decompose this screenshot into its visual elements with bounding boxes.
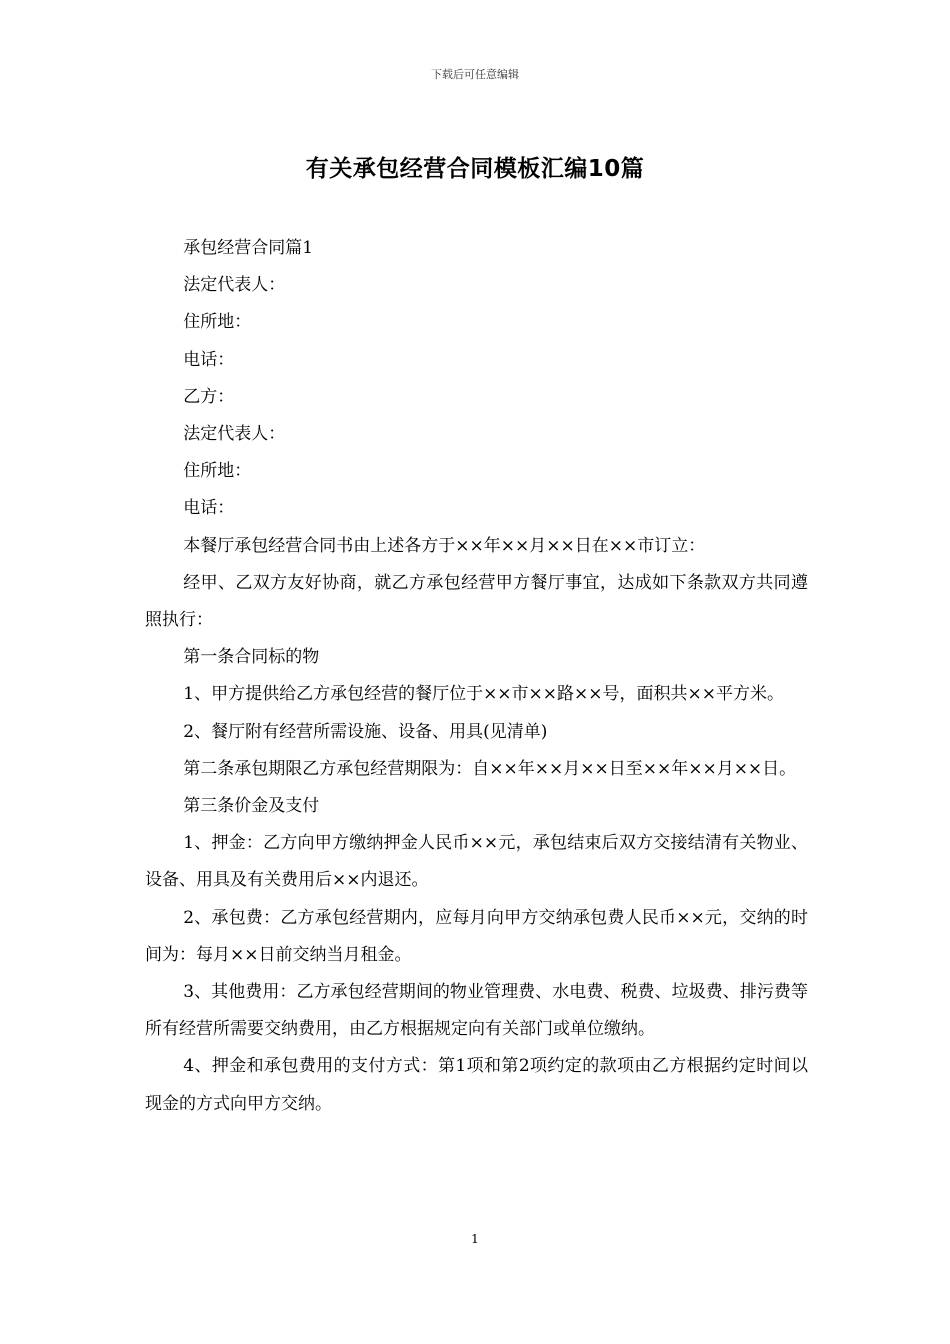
paragraph: 1、甲方提供给乙方承包经营的餐厅位于××市××路××号，面积共××平方米。: [183, 684, 785, 705]
paragraph: 本餐厅承包经营合同书由上述各方于××年××月××日在××市订立：: [183, 535, 706, 556]
article-heading: 第三条价金及支付: [183, 796, 320, 817]
party-field-phone: 电话：: [183, 349, 235, 370]
party-field-representative: 法定代表人：: [183, 275, 286, 296]
party-field-party-b: 乙方：: [183, 386, 235, 407]
party-field-address: 住所地：: [183, 461, 252, 482]
header-note: 下载后可任意编辑: [431, 68, 519, 81]
paragraph: 第二条承包期限乙方承包经营期限为：自××年××月××日至××年××月××日。: [183, 758, 797, 779]
article-heading: 第一条合同标的物: [183, 647, 320, 668]
paragraph: 2、餐厅附有经营所需设施、设备、用具(见清单): [183, 721, 548, 742]
document-title: 有关承包经营合同模板汇编10篇: [305, 156, 645, 182]
paragraph: 1、押金：乙方向甲方缴纳押金人民币××元，承包结束后双方交接结清有关物业、设备、用具及有关费用后××内退还。: [145, 833, 808, 891]
page-number: 1: [471, 1232, 479, 1246]
document-body: [145, 230, 808, 1123]
paragraph: 2、承包费：乙方承包经营期内，应每月向甲方交纳承包费人民币××元，交纳的时间为：每月××日前交纳当月租金。: [145, 907, 808, 965]
paragraph: 3、其他费用：乙方承包经营期间的物业管理费、水电费、税费、垃圾费、排污费等所有经营所需要交纳费用，由乙方根据规定向有关部门或单位缴纳。: [145, 982, 808, 1040]
section-heading: 承包经营合同篇1: [183, 238, 314, 258]
party-field-phone: 电话：: [183, 498, 235, 519]
party-field-address: 住所地：: [183, 312, 252, 333]
party-field-representative: 法定代表人：: [183, 424, 286, 445]
paragraph: 经甲、乙双方友好协商，就乙方承包经营甲方餐厅事宜，达成如下条款双方共同遵照执行：: [145, 572, 808, 631]
paragraph: 4、押金和承包费用的支付方式：第1项和第2项约定的款项由乙方根据约定时间以现金的方式向甲方交纳。: [145, 1056, 808, 1114]
